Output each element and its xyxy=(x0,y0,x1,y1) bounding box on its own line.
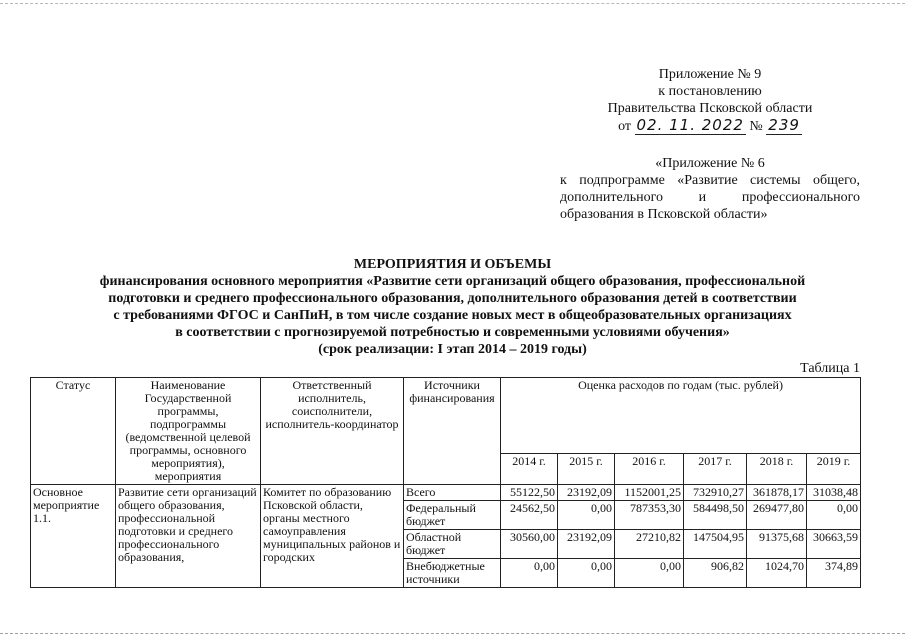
cell-value: 1152001,25 xyxy=(615,485,684,501)
header-year: 2017 г. xyxy=(684,454,747,485)
header-name: Наименование Государственной программы, подпрограммы (ведомственной целевой программы, основного мероприятия), мероприятия xyxy=(116,378,261,485)
cell-value: 30663,59 xyxy=(807,530,861,559)
number-prefix: № xyxy=(749,119,763,134)
date-prefix: от xyxy=(618,119,631,134)
header-row-1 xyxy=(31,378,861,454)
cell-value: 0,00 xyxy=(807,501,861,530)
header-year: 2016 г. xyxy=(615,454,684,485)
cell-source: Всего xyxy=(404,485,501,501)
header-year: 2018 г. xyxy=(747,454,807,485)
cell-value: 147504,95 xyxy=(684,530,747,559)
table-row xyxy=(31,485,861,501)
cell-value: 23192,09 xyxy=(558,485,615,501)
cell-value: 374,89 xyxy=(807,559,861,588)
cell-value: 23192,09 xyxy=(558,530,615,559)
annex-6-line4: образования в Псковской области» xyxy=(560,207,768,222)
funding-table xyxy=(30,377,861,588)
handwritten-number: 239 xyxy=(768,116,800,134)
cell-value: 30560,00 xyxy=(501,530,558,559)
scan-edge-top xyxy=(0,3,905,5)
handwritten-date: 02. 11. 2022 xyxy=(636,116,744,134)
cell-value: 361878,17 xyxy=(747,485,807,501)
cell-value: 906,82 xyxy=(684,559,747,588)
header-year: 2015 г. xyxy=(558,454,615,485)
cell-value: 24562,50 xyxy=(501,501,558,530)
cell-value: 269477,80 xyxy=(747,501,807,530)
header-executor: Ответственный исполнитель, соисполнители, исполнитель-координатор xyxy=(261,378,404,485)
cell-source: Федеральный бюджет xyxy=(404,501,501,530)
heading-line4: в соответствии с прогнозируемой потребностью и современными условиями обучения» xyxy=(175,325,730,340)
cell-value: 31038,48 xyxy=(807,485,861,501)
cell-value: 91375,68 xyxy=(747,530,807,559)
cell-value: 787353,30 xyxy=(615,501,684,530)
header-year: 2019 г. xyxy=(807,454,861,485)
scan-edge-bottom xyxy=(0,633,905,635)
cell-value: 732910,27 xyxy=(684,485,747,501)
cell-value: 1024,70 xyxy=(747,559,807,588)
cell-name: Развитие сети организаций общего образования, профессиональной подготовки и среднего профессионального образования, xyxy=(116,485,261,588)
heading-line2: подготовки и среднего профессионального образования, дополнительного образования детей в соответствии xyxy=(108,291,797,306)
cell-source: Областной бюджет xyxy=(404,530,501,559)
annex-6-title: «Приложение № 6 xyxy=(655,156,765,171)
header-status: Статус xyxy=(31,378,116,485)
header-estimate: Оценка расходов по годам (тыс. рублей) xyxy=(501,378,861,454)
cell-status: Основное мероприятие 1.1. xyxy=(31,485,116,588)
document-heading xyxy=(40,256,865,358)
header-sources: Источники финансирования xyxy=(404,378,501,485)
annex-6-block xyxy=(560,155,860,223)
cell-value: 584498,50 xyxy=(684,501,747,530)
annex-6-line2: к подпрограмме «Развитие системы общего, xyxy=(560,173,860,188)
cell-value: 27210,82 xyxy=(615,530,684,559)
heading-title: МЕРОПРИЯТИЯ И ОБЪЕМЫ xyxy=(353,257,552,272)
heading-line1: финансирования основного мероприятия «Развитие сети организаций общего образования, профессиональной xyxy=(99,274,806,289)
heading-line3: с требованиями ФГОС и СанПиН, в том числе создание новых мест в общеобразовательных организациях xyxy=(113,308,792,323)
header-year: 2014 г. xyxy=(501,454,558,485)
cell-source: Внебюджетные источники xyxy=(404,559,501,588)
annex-9-line3: Правительства Псковской области xyxy=(607,101,813,116)
cell-value: 0,00 xyxy=(615,559,684,588)
annex-9-line2: к постановлению xyxy=(658,84,762,99)
cell-value: 0,00 xyxy=(558,559,615,588)
annex-9-block xyxy=(595,66,825,135)
cell-executor: Комитет по образованию Псковской области, органы местного самоуправления муниципальных районов и городских xyxy=(261,485,404,588)
cell-value: 55122,50 xyxy=(501,485,558,501)
cell-value: 0,00 xyxy=(558,501,615,530)
annex-9-date-line xyxy=(595,117,825,135)
annex-9-title: Приложение № 9 xyxy=(658,67,762,82)
annex-6-line3: дополнительного и профессионального xyxy=(560,190,860,205)
heading-line5: (срок реализации: I этап 2014 – 2019 годы) xyxy=(318,342,587,357)
cell-value: 0,00 xyxy=(501,559,558,588)
table-label: Таблица 1 xyxy=(800,361,860,376)
